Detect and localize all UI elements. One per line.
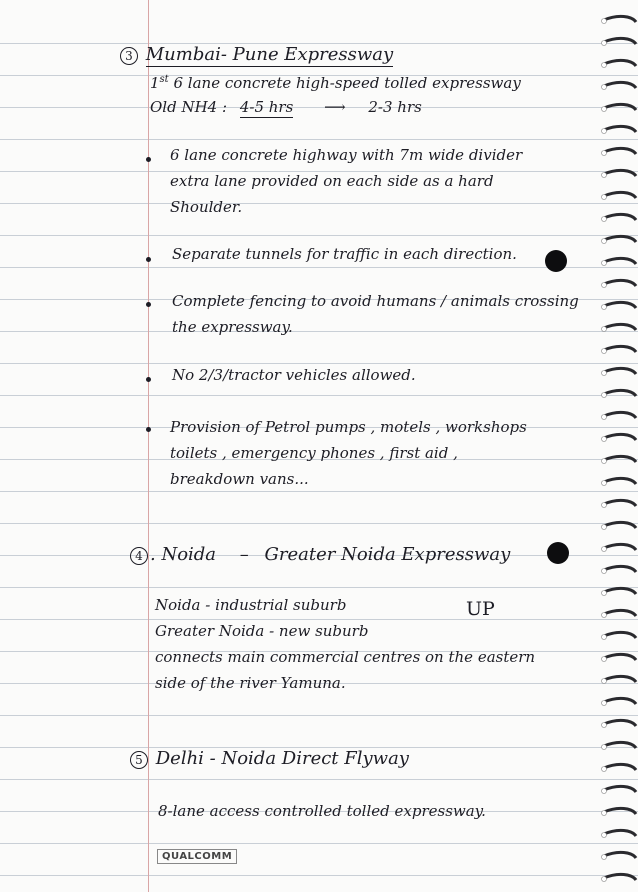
section-4-dash: – xyxy=(239,544,249,565)
spiral-ring xyxy=(604,346,636,352)
spiral-binding xyxy=(598,0,638,892)
spiral-ring xyxy=(604,280,636,286)
spiral-ring xyxy=(604,390,636,396)
punch-hole xyxy=(602,305,607,310)
bullet-4-line-1: No 2/3/tractor vehicles allowed. xyxy=(172,366,416,384)
punch-hole xyxy=(602,327,607,332)
state-label: UP xyxy=(466,598,495,620)
bullet-icon xyxy=(146,157,151,162)
punch-hole xyxy=(602,613,607,618)
section-5-title: Delhi - Noida Direct Flyway xyxy=(155,748,409,769)
bullet-icon xyxy=(146,302,151,307)
section-3-heading xyxy=(120,44,393,65)
punch-hole xyxy=(602,481,607,486)
bullet-1-line-3: Shoulder. xyxy=(170,198,243,216)
spiral-ring xyxy=(604,742,636,748)
section-5-line-1: 8-lane access controlled tolled expressway. xyxy=(158,802,486,820)
spiral-ring xyxy=(604,324,636,330)
bullet-5-line-3: breakdown vans... xyxy=(170,470,309,488)
section-5-heading xyxy=(130,748,409,769)
section-4-line-3: connects main commercial centres on the eastern xyxy=(155,648,536,666)
punch-hole xyxy=(602,591,607,596)
spiral-ring xyxy=(604,698,636,704)
bullet-5-line-2: toilets , emergency phones , first aid , xyxy=(170,444,458,462)
punch-hole xyxy=(602,547,607,552)
punch-hole xyxy=(602,679,607,684)
punch-hole xyxy=(602,41,607,46)
section-4-heading xyxy=(130,544,510,565)
spiral-ring xyxy=(604,38,636,44)
spiral-ring xyxy=(604,720,636,726)
spiral-ring xyxy=(604,60,636,66)
notebook-brand-logo: QUALCOMM xyxy=(157,849,237,864)
spiral-ring xyxy=(604,764,636,770)
punch-hole xyxy=(602,19,607,24)
punch-hole xyxy=(602,503,607,508)
bullet-5-line-1: Provision of Petrol pumps , motels , workshops xyxy=(170,418,527,436)
spiral-ring xyxy=(604,588,636,594)
section-4-line-1: Noida - industrial suburb xyxy=(155,596,347,614)
punch-hole xyxy=(602,767,607,772)
spiral-ring xyxy=(604,302,636,308)
punch-hole xyxy=(602,173,607,178)
section-4-prefix: . Noida xyxy=(150,544,217,565)
punch-hole xyxy=(602,437,607,442)
punch-hole xyxy=(602,723,607,728)
punch-hole xyxy=(602,129,607,134)
punch-hole xyxy=(602,217,607,222)
section-3-title: Mumbai- Pune Expressway xyxy=(145,44,394,65)
spiral-ring xyxy=(604,874,636,880)
arrow-icon: ⟶ xyxy=(324,98,346,116)
punch-hole xyxy=(602,833,607,838)
bullet-3-line-1: Complete fencing to avoid humans / animals crossing xyxy=(172,292,579,310)
bullet-icon xyxy=(146,377,151,382)
spiral-ring xyxy=(604,610,636,616)
punch-hole xyxy=(602,811,607,816)
spiral-ring xyxy=(604,192,636,198)
punch-hole xyxy=(602,877,607,882)
spiral-ring xyxy=(604,808,636,814)
old-nh4-label: Old NH4 : xyxy=(150,98,228,116)
spiral-ring xyxy=(604,852,636,858)
spiral-ring xyxy=(604,104,636,110)
spiral-ring xyxy=(604,676,636,682)
punch-hole xyxy=(602,107,607,112)
section-3-number: 3 xyxy=(120,47,138,65)
punch-hole xyxy=(602,261,607,266)
section-4-line-2: Greater Noida - new suburb xyxy=(155,622,369,640)
punch-hole xyxy=(602,239,607,244)
punch-hole xyxy=(602,349,607,354)
section-4-line-4: side of the river Yamuna. xyxy=(155,674,346,692)
section-4-number: 4 xyxy=(130,547,148,565)
bullet-icon xyxy=(146,257,151,262)
punch-hole xyxy=(602,855,607,860)
punch-hole xyxy=(602,283,607,288)
punch-hole xyxy=(602,195,607,200)
bullet-2-line-1: Separate tunnels for traffic in each direction. xyxy=(172,245,517,263)
spiral-ring xyxy=(604,500,636,506)
spiral-ring xyxy=(604,786,636,792)
ink-blot-icon xyxy=(547,542,569,564)
spiral-ring xyxy=(604,654,636,660)
spiral-ring xyxy=(604,16,636,22)
punch-hole xyxy=(602,525,607,530)
spiral-ring xyxy=(604,82,636,88)
spiral-ring xyxy=(604,478,636,484)
punch-hole xyxy=(602,85,607,90)
section-3-line-2 xyxy=(150,98,422,116)
bullet-icon xyxy=(146,427,151,432)
section-5-number: 5 xyxy=(130,751,148,769)
spiral-ring xyxy=(604,148,636,154)
ink-blot-icon xyxy=(545,250,567,272)
section-3-line-1: 1st 6 lane concrete high-speed tolled expressway xyxy=(150,74,521,92)
old-time: 4-5 hrs xyxy=(239,98,294,116)
spiral-ring xyxy=(604,544,636,550)
bullet-3-line-2: the expressway. xyxy=(172,318,293,336)
spiral-ring xyxy=(604,258,636,264)
punch-hole xyxy=(602,63,607,68)
bullet-1-line-1: 6 lane concrete highway with 7m wide divider xyxy=(170,146,523,164)
punch-hole xyxy=(602,657,607,662)
spiral-ring xyxy=(604,434,636,440)
bullet-1-line-2: extra lane provided on each side as a hard xyxy=(170,172,494,190)
punch-hole xyxy=(602,789,607,794)
punch-hole xyxy=(602,415,607,420)
punch-hole xyxy=(602,569,607,574)
spiral-ring xyxy=(604,566,636,572)
punch-hole xyxy=(602,151,607,156)
punch-hole xyxy=(602,635,607,640)
punch-hole xyxy=(602,371,607,376)
punch-hole xyxy=(602,745,607,750)
spiral-ring xyxy=(604,412,636,418)
spiral-ring xyxy=(604,170,636,176)
spiral-ring xyxy=(604,368,636,374)
spiral-ring xyxy=(604,632,636,638)
spiral-ring xyxy=(604,126,636,132)
punch-hole xyxy=(602,459,607,464)
spiral-ring xyxy=(604,456,636,462)
punch-hole xyxy=(602,393,607,398)
spiral-ring xyxy=(604,236,636,242)
spiral-ring xyxy=(604,214,636,220)
section-4-title: Greater Noida Expressway xyxy=(264,544,511,565)
section-3-line-1-text: 6 lane concrete high-speed tolled expressway xyxy=(173,74,521,92)
spiral-ring xyxy=(604,830,636,836)
punch-hole xyxy=(602,701,607,706)
new-time: 2-3 hrs xyxy=(368,98,422,116)
spiral-ring xyxy=(604,522,636,528)
